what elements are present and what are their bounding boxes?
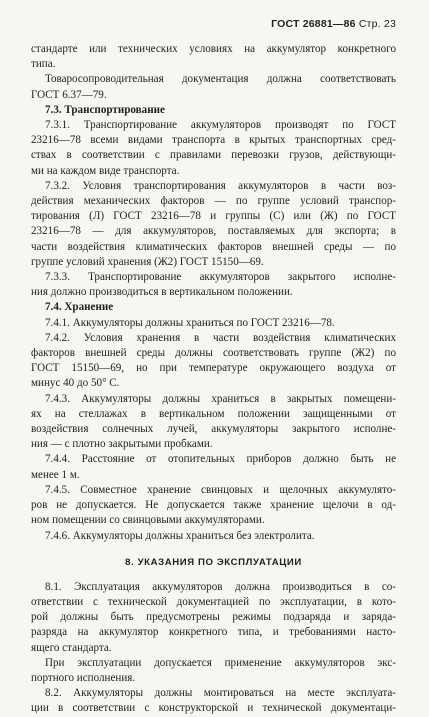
text-line: ния — с плотно закрытыми пробками. bbox=[31, 438, 213, 451]
text-line: ции в соответствии с конструкторской и технической документаци- bbox=[31, 702, 396, 715]
text-line: ГОСТ 15150—69, но при температуре окружающего воздуха от bbox=[31, 362, 396, 375]
text-line: ров не допускается. Не допускается также хранение щелочи в од- bbox=[31, 499, 396, 512]
text-line: 7.3.1. Транспортирование аккумуляторов производят по ГОСТ bbox=[45, 119, 396, 132]
text-line: 8.2. Аккумуляторы должны монтироваться на месте эксплуата- bbox=[45, 687, 396, 700]
text-line: 7.4.2. Условия хранения в части воздействия климатических bbox=[45, 331, 396, 344]
text-line: рой должны быть предусмотрены режимы подзаряда и заряда- bbox=[31, 611, 396, 624]
text-line: ях на стеллажах в вертикальном положении защищенными от bbox=[31, 407, 396, 420]
text-line: ми на каждом виде транспорта. bbox=[31, 164, 180, 177]
text-line: типа. bbox=[31, 58, 56, 71]
text-line: 7.3.3. Транспортирование аккумуляторов закрытого исполне- bbox=[45, 271, 396, 284]
text-line: ящего стандарта. bbox=[31, 641, 112, 654]
text-line: ном помещении со свинцовыми аккумуляторами. bbox=[31, 514, 265, 527]
text-line: 7.4.3. Аккумуляторы должны храниться в закрытых помещени- bbox=[45, 392, 396, 405]
text-line: стандарте или технических условиях на аккумулятор конкретного bbox=[31, 43, 396, 55]
text-line: 7.3.2. Условия транспортирования аккумуляторов в части воз- bbox=[45, 179, 396, 192]
text-line: портного исполнения. bbox=[31, 671, 136, 684]
text-line: тирования (Л) ГОСТ 23216—78 и группы (С) или (Ж) по ГОСТ bbox=[31, 210, 396, 223]
text-line: ствах в соответствии с правилами перевозки грузов, действующи- bbox=[31, 149, 396, 162]
text-line: разряда на аккумулятор конкретного типа, и требованиями насто- bbox=[31, 626, 396, 639]
text-line: группе условий хранения (Ж2) ГОСТ 15150—69. bbox=[31, 255, 264, 268]
section-heading-7-3: 7.3. Транспортирование bbox=[45, 103, 165, 116]
text-line: Товаросопроводительная документация должна соответствовать bbox=[45, 73, 396, 86]
text-line: ответствии с технической документацией по эксплуатации, в кото- bbox=[31, 595, 396, 608]
text-line: 23216—78 — для аккумуляторов, поставляемых для экспорта; в bbox=[31, 225, 396, 238]
text-line: ния должно производиться в вертикальном положении. bbox=[31, 286, 293, 299]
text-line: При эксплуатации допускается применение аккумуляторов экс- bbox=[45, 656, 396, 669]
section-title-8: 8. УКАЗАНИЯ ПО ЭКСПЛУАТАЦИИ bbox=[125, 556, 302, 568]
text-line: ГОСТ 6.37—79. bbox=[31, 88, 107, 101]
text-line: факторов внешней среды должны соответствовать группе (Ж2) по bbox=[31, 347, 396, 360]
text-line: менее 1 м. bbox=[31, 468, 80, 481]
page-number: Стр. 23 bbox=[358, 18, 396, 30]
text-line: 23216—78 всеми видами транспорта в крытых транспортных сред- bbox=[31, 134, 396, 147]
text-line: действия механических факторов — по группе условий транспор- bbox=[31, 195, 396, 208]
text-line: минус 40 до 50° С. bbox=[31, 377, 120, 390]
text-line: 7.4.1. Аккумуляторы должны храниться по ГОСТ 23216—78. bbox=[45, 316, 335, 329]
text-line: воздействия солнечных лучей, аккумуляторы закрытого исполне- bbox=[31, 423, 396, 436]
body-text bbox=[31, 42, 396, 717]
standard-number: ГОСТ 26881—86 bbox=[271, 18, 356, 30]
section-heading-7-4: 7.4. Хранение bbox=[45, 301, 114, 314]
page-header bbox=[31, 18, 396, 31]
text-line: 7.4.5. Совместное хранение свинцовых и щелочных аккумулято- bbox=[45, 483, 396, 496]
text-line: 7.4.4. Расстояние от отопительных приборов должно быть не bbox=[45, 453, 396, 466]
text-line: 7.4.6. Аккумуляторы должны храниться без электролита. bbox=[45, 529, 315, 542]
text-line: части воздействия климатических факторов внешней среды — по bbox=[31, 240, 396, 253]
text-line: 8.1. Эксплуатация аккумуляторов должна производиться в со- bbox=[45, 580, 396, 593]
